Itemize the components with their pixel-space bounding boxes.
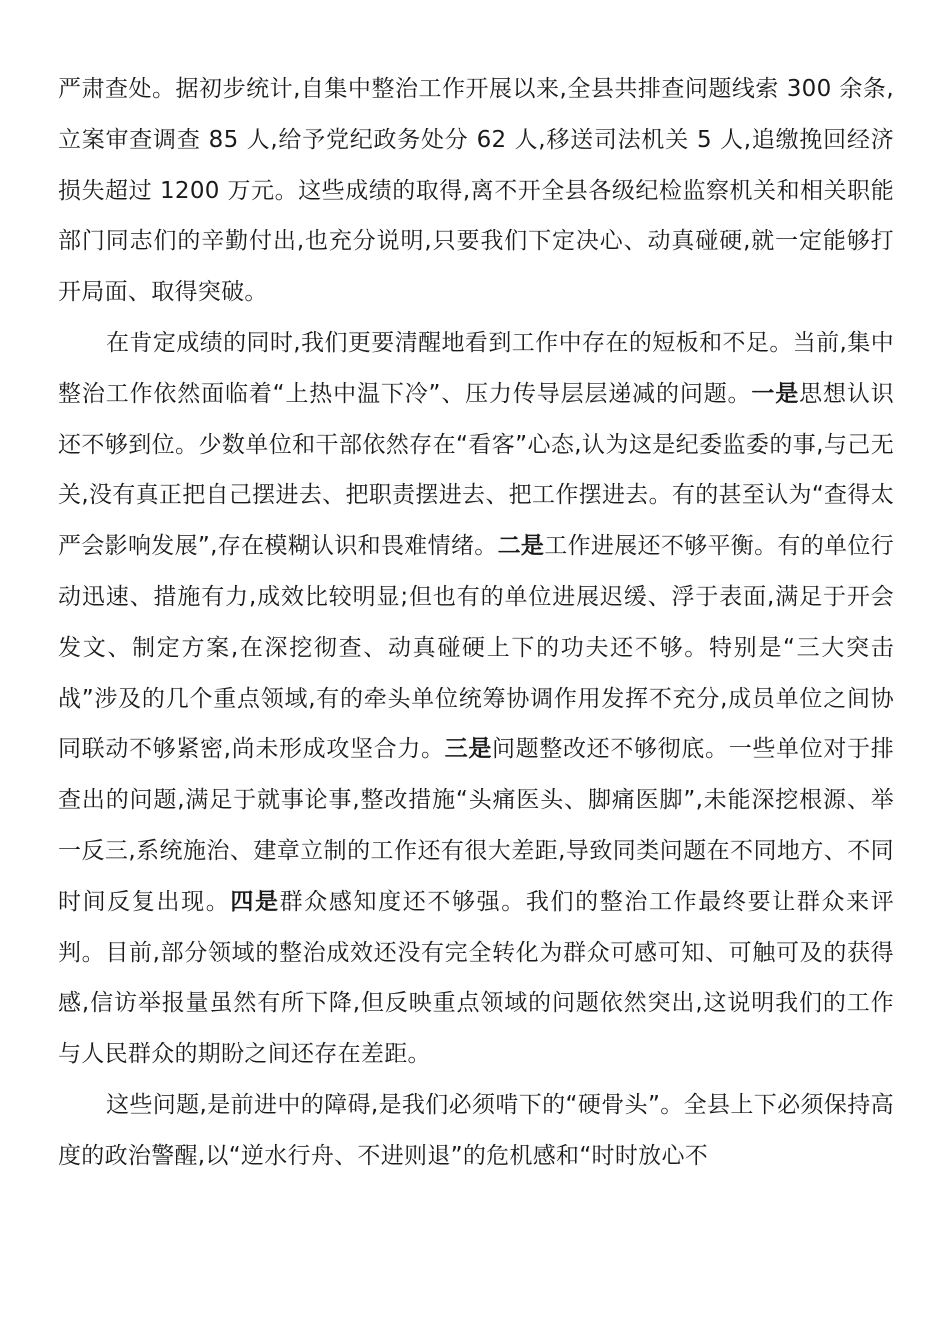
text-run: 这些问题,是前进中的障碍,是我们必须啃下的“硬骨头”。全县上下必须保持高度的政治警醒,以“逆水行舟、不进则退”的危机感和“时时放心不 (58, 1091, 894, 1169)
paragraph-achievements (58, 64, 894, 318)
text-run: 在肯定成绩的同时,我们更要清醒地看到工作中存在的短板和不足。当前,集中整治工作依然面临着“上热中温下冷”、压力传导层层递减的问题。 (58, 329, 894, 407)
bold-marker-two: 二是 (497, 533, 545, 560)
paragraph-conclusion (58, 1080, 894, 1182)
bold-marker-one: 一是 (751, 380, 800, 407)
text-run: 严肃查处。据初步统计,自集中整治工作开展以来,全县共排查问题线索 300 余条,立案审查调查 85 人,给予党纪政务处分 62 人,移送司法机关 5 人,追缴挽回经济损失超过 1200 万元。这些成绩的取得,离不开全县各级纪检监察机关和相关职能部门同志们的辛勤付出,也充分说明,只要我们下定决心、动真碰硬,就一定能够打开局面、取得突破。 (58, 76, 894, 306)
text-run: 工作进展还不够平衡。有的单位行动迅速、措施有力,成效比较明显;但也有的单位进展迟缓、浮于表面,满足于开会发文、制定方案,在深挖彻查、动真碰硬上下的功夫还不够。特别是“三大突击战”涉及的几个重点领域,有的牵头单位统筹协调作用发挥不充分,成员单位之间协同联动不够紧密,尚未形成攻坚合力。 (58, 533, 894, 763)
text-run: 问题整改还不够彻底。一些单位对于排查出的问题,满足于就事论事,整改措施“头痛医头、脚痛医脚”,未能深挖根源、举一反三,系统施治、建章立制的工作还有很大差距,导致同类问题在不同地方、不同时间反复出现。 (58, 736, 894, 915)
bold-marker-three: 三是 (444, 736, 493, 763)
document-page (58, 64, 894, 1182)
bold-marker-four: 四是 (230, 888, 280, 915)
paragraph-shortcomings (58, 318, 894, 1080)
text-run: 思想认识还不够到位。少数单位和干部依然存在“看客”心态,认为这是纪委监委的事,与己无关,没有真正把自己摆进去、把职责摆进去、把工作摆进去。有的甚至认为“查得太严会影响发展”,存在模糊认识和畏难情绪。 (58, 380, 894, 560)
text-run: 群众感知度还不够强。我们的整治工作最终要让群众来评判。目前,部分领域的整治成效还没有完全转化为群众可感可知、可触可及的获得感,信访举报量虽然有所下降,但反映重点领域的问题依然突出,这说明我们的工作与人民群众的期盼之间还存在差距。 (58, 888, 894, 1068)
